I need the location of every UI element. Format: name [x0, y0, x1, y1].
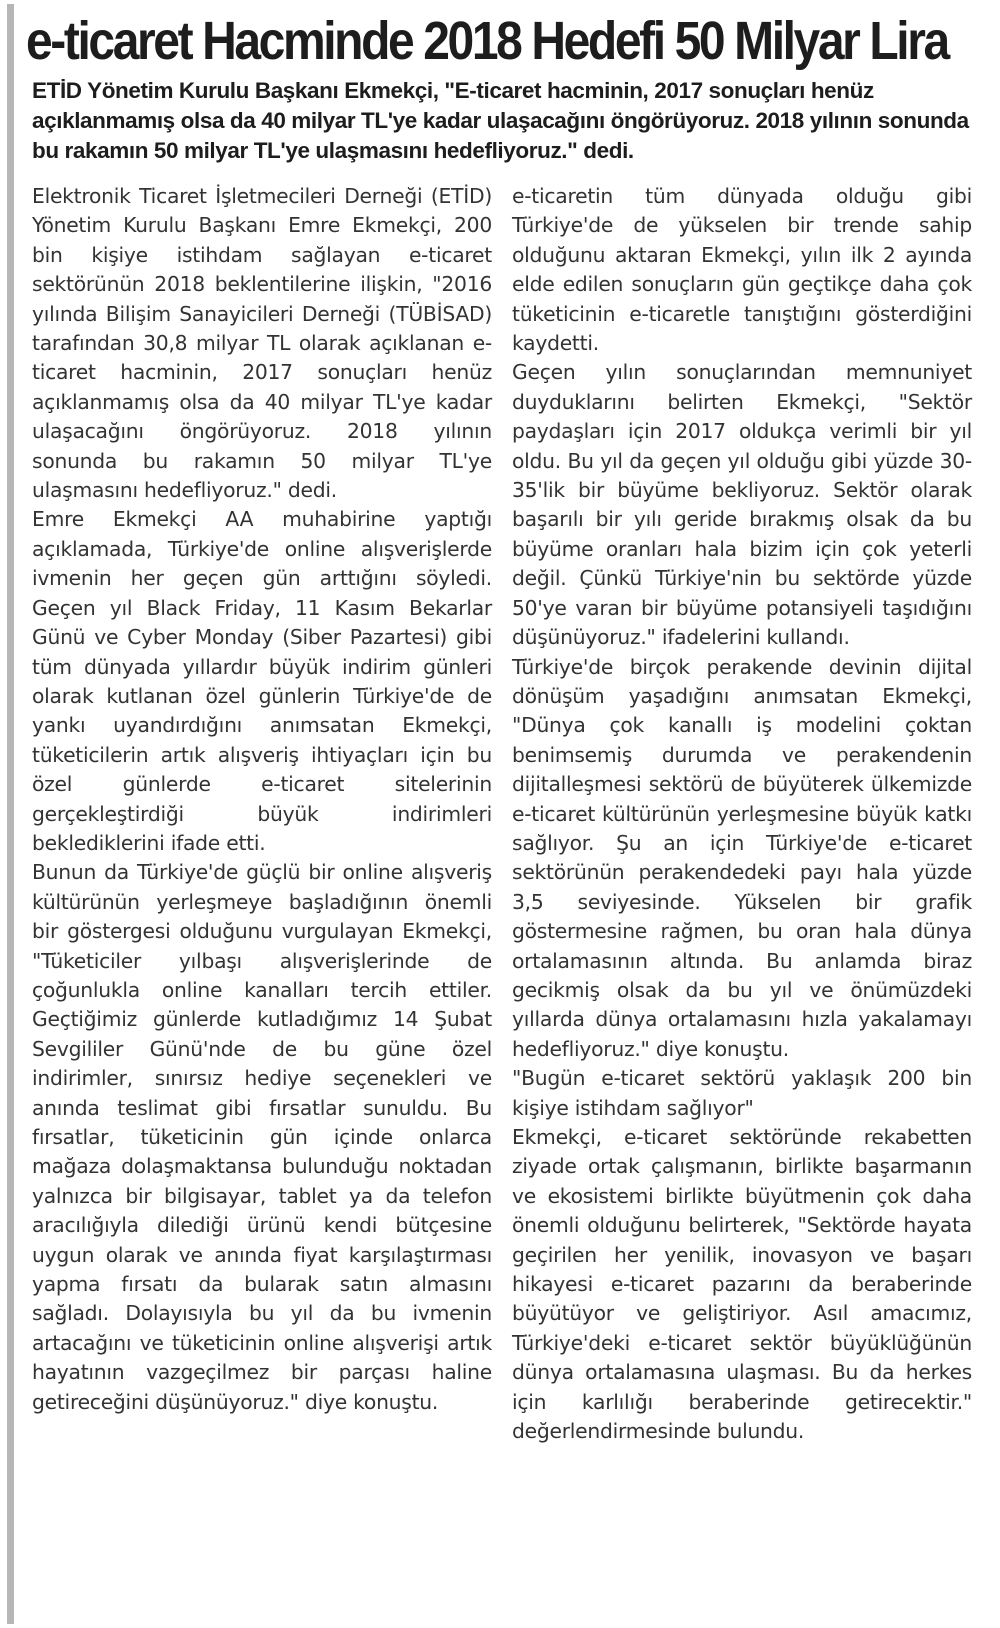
- right-subheading: "Bugün e-ticaret sektörü yaklaşık 200 bin kişiye istihdam sağlıyor": [512, 1066, 972, 1120]
- left-paragraph-3: Bunun da Türkiye'de güçlü bir online alışveriş kültürünün yerleşmeye başladığının önemli bir göstergesi olduğunu vurgulayan Ekmekçi, "Tüketiciler yılbaşı alışverişlerinde de çoğunlukla online kanalları tercih ettiler. Geçtiğimiz günlerde kutladığımız 14 Şubat Sevgililer Günü'nde de bu güne özel indirimler, sınırsız hediye seçenekleri ve anında teslimat gibi fırsatlar sunuldu. Bu fırsatlar, tüketicinin gün içinde onlarca mağaza dolaşmaktansa bulunduğu noktadan yalnızca bir bilgisayar, tablet ya da telefon aracılığıyla dilediği ürünü kendi bütçesine uygun olarak ve anında fiyat karşılaştırması yapma fırsatı da bularak satın almasını sağladı. Dolayısıyla bu yıl da bu ivmenin artacağını ve tüketicinin online alışverişi artık hayatının vazgeçilmez bir parçası haline getireceğini düşünüyoruz." diye konuştu.: [32, 860, 492, 1414]
- right-paragraph-3: Türkiye'de birçok perakende devinin dijital dönüşüm yaşadığını anımsatan Ekmekçi, "Dünya çok kanallı iş modelini çoktan benimsemiş durumda ve perakendenin dijitalleşmesi sektörü de büyüterek ülkemizde e-ticaret kültürünün yerleşmesine büyük katkı sağlıyor. Şu an için Türkiye'de e-ticaret sektörünün perakendedeki payı hala yüzde 3,5 seviyesinde. Yükselen bir grafik göstermesine rağmen, bu oran hala dünya ortalamasının altında. Bu anlamda biraz gecikmiş olsak da bu yıl ve önümüzdeki yıllarda dünya ortalamasını hızla yakalamayı hedefliyoruz." diye konuştu.: [512, 654, 972, 1061]
- article-lead: ETİD Yönetim Kurulu Başkanı Ekmekçi, "E-ticaret hacminin, 2017 sonuçları henüz açıklanmamış olsa da 40 milyar TL'ye kadar ulaşacağını öngörüyoruz. 2018 yılının sonunda bu rakamın 50 milyar TL'ye ulaşmasını hedefliyoruz." dedi.: [32, 78, 969, 163]
- left-paragraph-1: Elektronik Ticaret İşletmecileri Derneği (ETİD) Yönetim Kurulu Başkanı Emre Ekmekçi, 200 bin kişiye istihdam sağlayan e-ticaret sektörünün 2018 beklentilerine ilişkin, "2016 yılında Bilişim Sanayicileri Derneği (TÜBİSAD) tarafından 30,8 milyar TL olarak açıklanan e-ticaret hacminin, 2017 sonuçları henüz açıklanmamış olsa da 40 milyar TL'ye kadar ulaşacağını öngörüyoruz. 2018 yılının sonunda bu rakamın 50 milyar TL'ye ulaşmasını hedefliyoruz." dedi.: [32, 184, 492, 503]
- right-paragraph-1: e-ticaretin tüm dünyada olduğu gibi Türkiye'de de yükselen bir trende sahip olduğunu aktaran Ekmekçi, yılın ilk 2 ayında elde edilen sonuçların gün geçtikçe daha çok tüketicinin e-ticaretle tanıştığını gösterdiğini kaydetti.: [512, 184, 972, 356]
- left-paragraph-2: Emre Ekmekçi AA muhabirine yaptığı açıklamada, Türkiye'de online alışverişlerde ivmenin her geçen gün arttığını söyledi. Geçen yıl Black Friday, 11 Kasım Bekarlar Günü ve Cyber Monday (Siber Pazartesi) gibi tüm dünyada yıllardır büyük indirim günleri olarak kutlanan özel günlerin Türkiye'de de yankı uyandırdığını anımsatan Ekmekçi, tüketicilerin artık alışveriş ihtiyaçları için bu özel günlerde e-ticaret sitelerinin gerçekleştirdiği büyük indirimleri beklediklerini ifade etti.: [32, 507, 492, 855]
- article-headline: e-ticaret Hacminde 2018 Hedefi 50 Milyar Lira: [26, 12, 948, 72]
- article-left-column: [32, 182, 492, 1417]
- right-paragraph-2: Geçen yılın sonuçlarından memnuniyet duyduklarını belirten Ekmekçi, "Sektör paydaşları için 2017 oldukça verimli bir yıl oldu. Bu yıl da geçen yıl olduğu gibi yüzde 30-35'lik bir büyüme bekliyoruz. Sektör olarak başarılı bir yılı geride bırakmış olsak da bu büyüme oranları hala bizim için çok yeterli değil. Çünkü Türkiye'nin bu sektörde yüzde 50'ye varan bir büyüme potansiyeli taşıdığını düşünüyoruz." ifadelerini kullandı.: [512, 360, 972, 650]
- left-margin-rule: [7, 4, 14, 1624]
- right-paragraph-4: Ekmekçi, e-ticaret sektöründe rekabetten ziyade ortak çalışmanın, birlikte başarmanın ve ekosistemi birlikte büyütmenin çok daha önemli olduğunu belirterek, "Sektörde hayata geçirilen her yenilik, inovasyon ve başarı hikayesi e-ticaret pazarını da beraberinde büyütüyor ve geliştiriyor. Asıl amacımız, Türkiye'deki e-ticaret sektör büyüklüğünün dünya ortalamasına ulaşması. Bu da herkes için karlılığı beraberinde getirecektir." değerlendirmesinde bulundu.: [512, 1125, 972, 1444]
- article-right-column: [512, 182, 972, 1446]
